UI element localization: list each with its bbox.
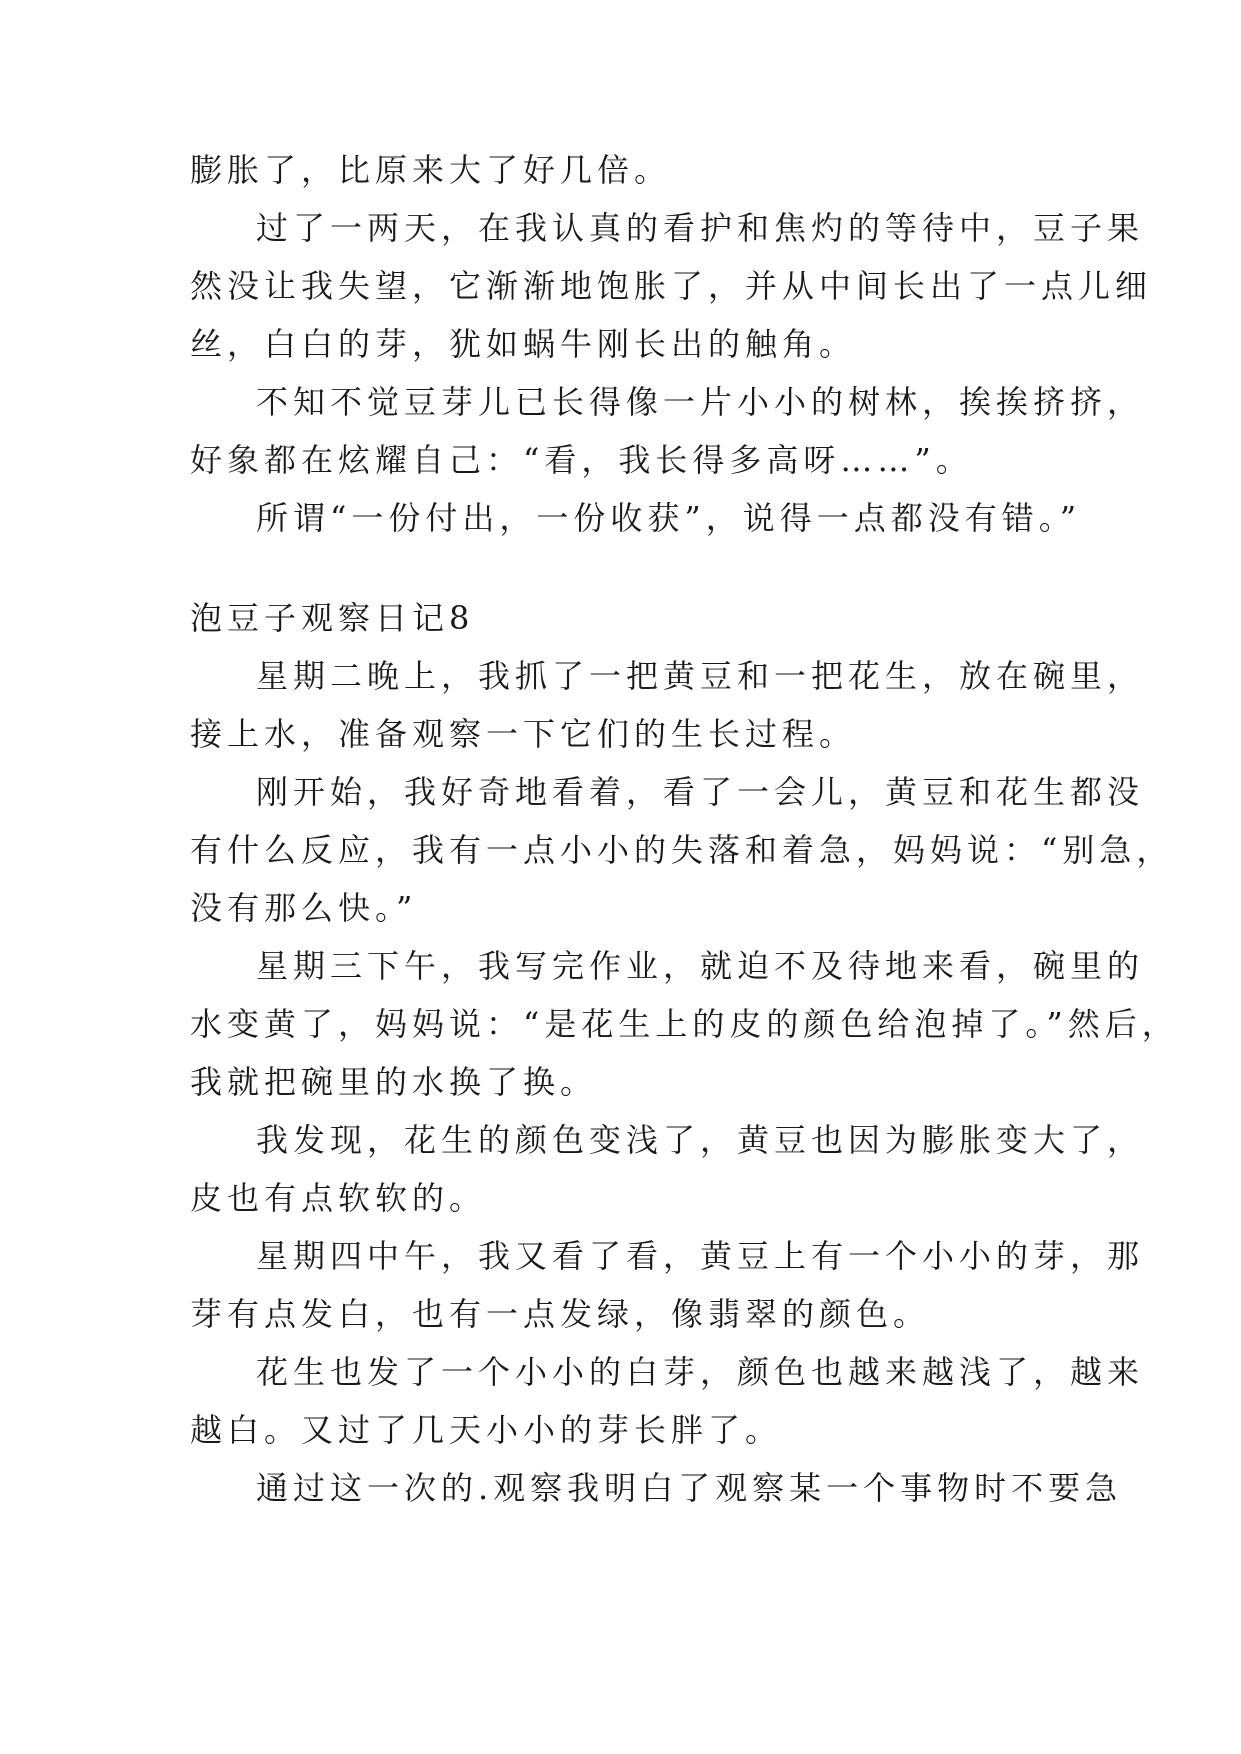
text-line: 不知不觉豆芽儿已长得像一片小小的树林，挨挨挤挤， [256, 383, 1145, 421]
text-line: 有什么反应，我有一点小小的失落和着急，妈妈说：“别急， [190, 831, 1174, 869]
document-page [190, 150, 1179, 1526]
text-line: 水变黄了，妈妈说：“是花生上的皮的颜色给泡掉了。”然后， [190, 1005, 1179, 1043]
section-title: 泡豆子观察日记8 [190, 599, 475, 637]
text-line: 花生也发了一个小小的白芽，颜色也越来越浅了，越来 [256, 1353, 1145, 1391]
text-line: 好象都在炫耀自己：“看，我长得多高呀……”。 [190, 441, 973, 479]
text-line: 皮也有点软软的。 [190, 1179, 487, 1217]
text-line: 我就把碗里的水换了换。 [190, 1063, 598, 1101]
text-line: 通过这一次的.观察我明白了观察某一个事物时不要急 [256, 1469, 1123, 1507]
text-line: 丝，白白的芽，犹如蜗牛刚长出的触角。 [190, 325, 857, 363]
text-line: 星期三下午，我写完作业，就迫不及待地来看，碗里的 [256, 947, 1145, 985]
section-spacer [190, 556, 1050, 598]
text-line: 星期二晚上，我抓了一把黄豆和一把花生，放在碗里， [256, 657, 1145, 695]
text-line: 接上水，准备观察一下它们的生长过程。 [190, 715, 857, 753]
text-line: 芽有点发白，也有一点发绿，像翡翠的颜色。 [190, 1295, 931, 1333]
text-line: 然没让我失望，它渐渐地饱胀了，并从中间长出了一点儿细 [190, 267, 1153, 305]
text-line: 没有那么快。” [190, 889, 418, 927]
text-line: 越白。又过了几天小小的芽长胖了。 [190, 1411, 783, 1449]
text-line: 刚开始，我好奇地看着，看了一会儿，黄豆和花生都没 [256, 773, 1145, 811]
text-line: 过了一两天，在我认真的看护和焦灼的等待中，豆子果 [256, 209, 1145, 247]
text-line: 我发现，花生的颜色变浅了，黄豆也因为膨胀变大了， [256, 1121, 1145, 1159]
text-line: 所谓“一份付出，一份收获”，说得一点都没有错。” [256, 499, 1082, 537]
text-line: 膨胀了，比原来大了好几倍。 [190, 151, 672, 189]
text-line: 星期四中午，我又看了看，黄豆上有一个小小的芽，那 [256, 1237, 1145, 1275]
